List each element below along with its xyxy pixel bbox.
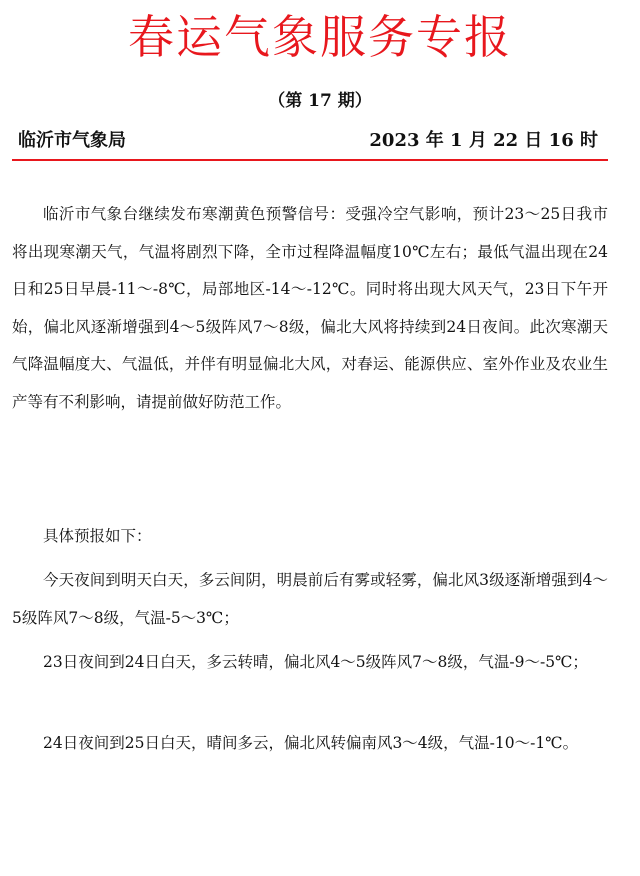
forecast-23rd: 23日夜间到24日白天，多云转晴，偏北风4～5级阵风7～8级，气温-9～-5℃；: [43, 653, 588, 671]
forecast-24th: 24日夜间到25日白天，晴间多云，偏北风转偏南风3～4级，气温-10～-1℃。: [43, 734, 579, 752]
header-divider: [12, 159, 608, 161]
issue-date: 2023 年 1 月 22 日 16 时: [369, 130, 598, 151]
issue-number: （第 17 期）: [268, 91, 372, 111]
forecast-heading: 具体预报如下：: [43, 527, 152, 545]
issuing-agency: 临沂市气象局: [18, 130, 126, 151]
forecast-today: 今天夜间到明天白天，多云间阴，明晨前后有雾或轻雾，偏北风3级逐渐增强到4～5级阵风7～8级，气温-5～3℃；: [12, 571, 608, 627]
report-meta: [18, 126, 598, 156]
report-title: 春运气象服务专报: [128, 10, 512, 64]
warning-paragraph: 临沂市气象台继续发布寒潮黄色预警信号：受强冷空气影响，预计23～25日我市将出现寒潮天气，气温将剧烈下降，全市过程降温幅度10℃左右；最低气温出现在24日和25日早晨-11～-8℃，局部地区-14～-12℃。同时将出现大风天气，23日下午开始，偏北风逐渐增强到4～5级阵风7～8级，偏北大风将持续到24日夜间。此次寒潮天气降温幅度大、气温低，并伴有明显偏北大风，对春运、能源供应、室外作业及农业生产等有不利影响，请提前做好防范工作。: [12, 205, 608, 411]
